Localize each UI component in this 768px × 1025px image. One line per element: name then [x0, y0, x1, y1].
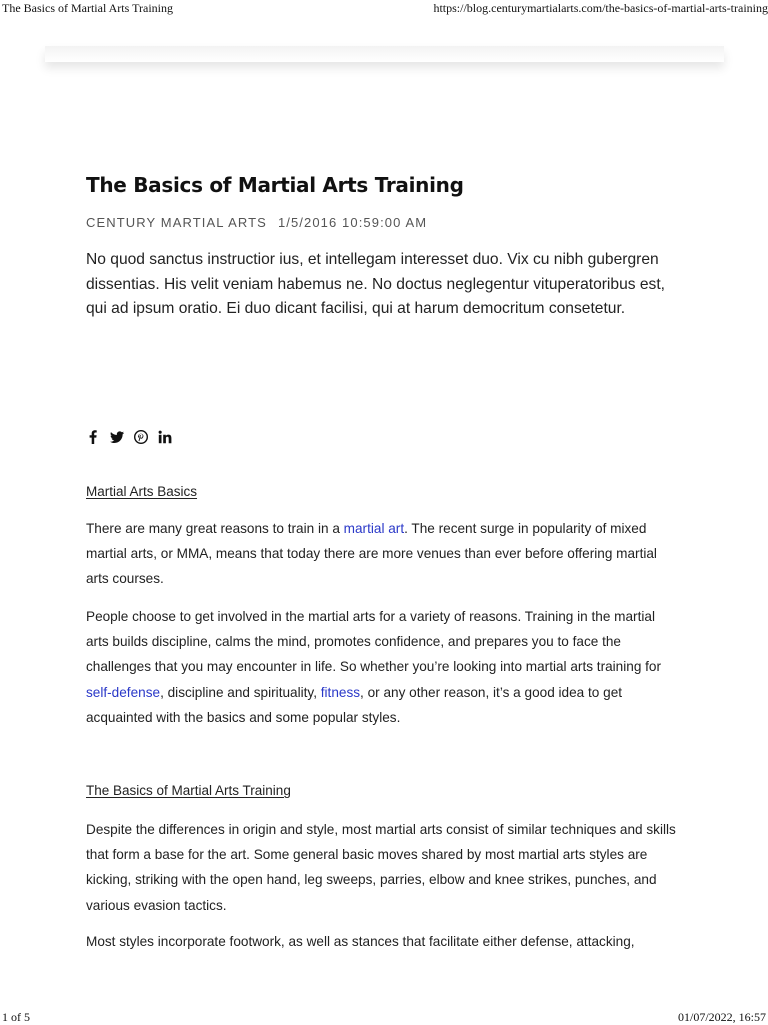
print-footer — [0, 1010, 768, 1025]
article-date: 1/5/2016 10:59:00 AM — [277, 215, 428, 230]
training-paragraph-1: Despite the differences in origin and style, most martial arts consist of similar techniques and skills that form a base for the art. Some general basic moves shared by most martial arts styles are kicking, striking with the open hand, leg sweeps, parries, elbow and knee strikes, punches, and various evasion tactics. — [86, 822, 676, 913]
text-segment: People choose to get involved in the martial arts for a variety of reasons. Training in the martial arts builds discipline, calms the mind, promotes confidence, and prepares you to face the challenges that you may encounter in life. So whether you’re looking into martial arts training for — [86, 609, 662, 675]
print-timestamp: 01/07/2022, 16:57 — [678, 1010, 767, 1024]
print-header — [0, 1, 768, 16]
text-segment: There are many great reasons to train in a — [86, 521, 344, 536]
fitness-link[interactable]: fitness — [320, 684, 361, 700]
section-heading-training: The Basics of Martial Arts Training — [86, 783, 291, 798]
article-title: The Basics of Martial Arts Training — [86, 173, 464, 197]
twitter-icon[interactable] — [110, 430, 124, 444]
article-header — [86, 168, 706, 322]
page-number: 1 of 5 — [2, 1010, 30, 1024]
basics-paragraph-2 — [86, 604, 676, 730]
facebook-icon[interactable] — [86, 430, 100, 444]
print-header-url: https://blog.centurymartialarts.com/the-basics-of-martial-arts-training — [433, 1, 768, 15]
article-lead: No quod sanctus instructior ius, et intellegam interesset duo. Vix cu nibh gubergren dissentias. His velit veniam habemus ne. No doctus neglegentur vituperatoribus est, qui ad ipsum oratio. Ei duo dicant facilisi, qui at harum democritum consetetur. — [86, 251, 666, 317]
text-segment: . The recent surge in popularity of mixed martial arts, or MMA, means that today there are more venues than ever before offering martial arts courses. — [86, 521, 657, 587]
text-segment: , discipline and spirituality, — [160, 684, 321, 700]
text-segment: , or any other reason, it’s a good idea to get acquainted with the basics and some popular styles. — [86, 684, 623, 725]
pinterest-icon[interactable] — [134, 430, 148, 444]
linkedin-icon[interactable] — [158, 430, 172, 444]
basics-paragraph-1 — [86, 516, 676, 592]
site-header-bar — [45, 46, 724, 62]
article-meta — [86, 215, 706, 230]
section-heading-basics: Martial Arts Basics — [86, 484, 198, 499]
print-header-title: The Basics of Martial Arts Training — [2, 1, 173, 15]
article-author[interactable]: CENTURY MARTIAL ARTS — [86, 215, 267, 230]
self-defense-link[interactable]: self-defense — [86, 684, 161, 700]
martial-art-link[interactable]: martial art — [343, 521, 405, 536]
training-paragraph-2: Most styles incorporate footwork, as well as stances that facilitate either defense, attacking, — [86, 934, 635, 949]
social-share-bar — [86, 430, 172, 444]
